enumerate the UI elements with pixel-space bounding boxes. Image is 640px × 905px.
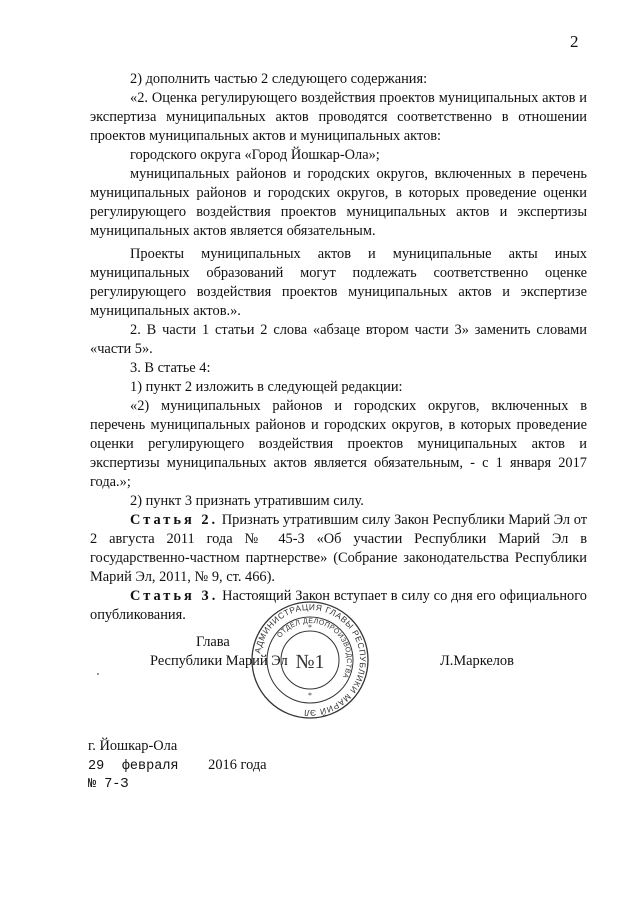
- law-number: № 7-З: [88, 777, 129, 792]
- city-line: г. Йошкар-Ола: [88, 738, 178, 754]
- signature-name: Л.Маркелов: [440, 653, 514, 669]
- official-stamp: [250, 600, 370, 720]
- article-2: [90, 511, 587, 587]
- ink-dot-mark: [96, 672, 100, 676]
- paragraph: 3. В статье 4:: [130, 360, 211, 376]
- star-icon: *: [308, 623, 312, 632]
- article-3-text: Настоящий Закон вступает в силу со дня его официального опубликования.: [90, 588, 587, 623]
- paragraph: «2. Оценка регулирующего воздействия проектов муниципальных актов и экспертиза муниципальных актов проводятся соответственно в отношении проектов муниципальных актов и муниципальных актов:: [90, 90, 587, 144]
- document-body: [90, 70, 587, 625]
- stamp-inner-text: ОТДЕЛ ДЕЛОПРОИЗВОДСТВА: [276, 617, 353, 680]
- date-year: 2016 года: [208, 757, 267, 773]
- paragraph: 1) пункт 2 изложить в следующей редакции:: [130, 379, 403, 395]
- stamp-outer-text: АДМИНИСТРАЦИЯ ГЛАВЫ РЕСПУБЛИКИ МАРИЙ ЭЛ: [252, 601, 369, 719]
- page-number: 2: [570, 32, 579, 51]
- star-icon: *: [308, 691, 312, 700]
- paragraph: «2) муниципальных районов и городских округов, включенных в перечень муниципальных районов и городских округов, в которых проведение оценки регулирующего воздействия проектов муниципальных актов и экспертизы муниципальных актов является обязательным, - с 1 января 2017 года.»;: [90, 398, 587, 490]
- signature-title-line1: Глава: [196, 634, 230, 650]
- date-line: [88, 757, 267, 774]
- paragraph: 2. В части 1 статьи 2 слова «абзаце втором части 3» заменить словами «части 5».: [90, 322, 587, 357]
- article-2-text: Признать утратившим силу Закон Республики Марий Эл от 2 августа 2011 года № 45-З «Об участии Республики Марий Эл в государственно-частном партнерстве» (Собрание законодательства Республики Марий Эл, 2011, № 9, ст. 466).: [90, 512, 588, 585]
- date-month: февраля: [121, 759, 179, 774]
- article-2-heading: Статья 2.: [130, 512, 219, 528]
- date-day: 29: [88, 759, 105, 774]
- paragraph: городского округа «Город Йошкар-Ола»;: [130, 147, 380, 163]
- signature-title-line2: Республики Марий Эл: [150, 653, 288, 669]
- stamp-center-number: №1: [295, 651, 325, 673]
- paragraph: муниципальных районов и городских округов, включенных в перечень муниципальных районов и городских округов, в которых проведение оценки регулирующего воздействия проектов муниципальных актов и экспертизы муниципальных актов является обязательным.: [90, 166, 587, 239]
- paragraph: Проекты муниципальных актов и муниципальные акты иных муниципальных образований могут подлежать соответственно оценке регулирующего воздействия проектов муниципальных актов и экспертизе муниципальных актов.».: [90, 246, 587, 319]
- paragraph: 2) пункт 3 признать утратившим силу.: [130, 493, 364, 509]
- article-3-heading: Статья 3.: [130, 588, 219, 604]
- paragraph: 2) дополнить частью 2 следующего содержания:: [130, 71, 428, 87]
